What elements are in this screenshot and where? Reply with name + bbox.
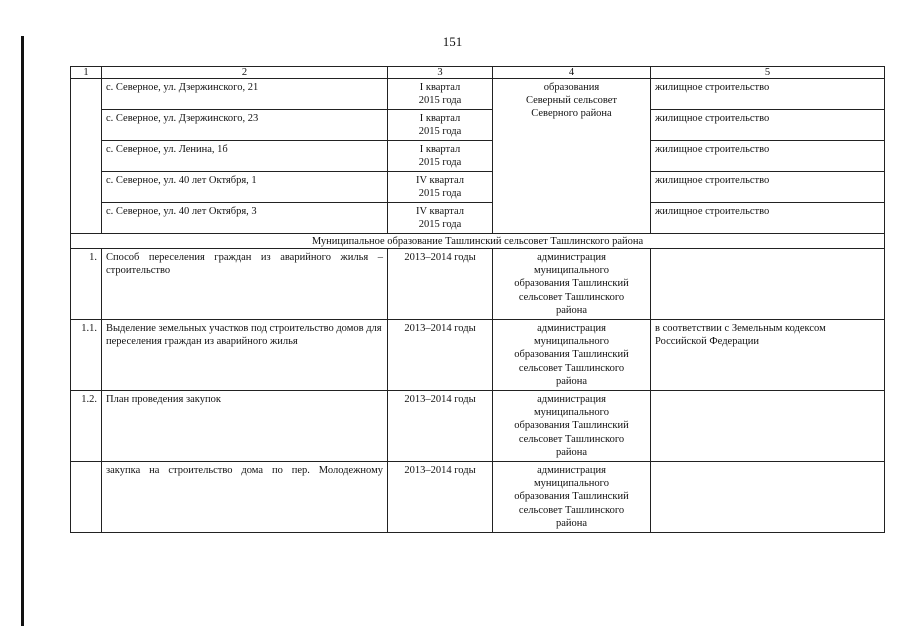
header-cell: 2 [102, 67, 388, 79]
header-cell: 5 [651, 67, 885, 79]
address-cell: с. Северное, ул. Дзержинского, 23 [102, 110, 388, 141]
item-responsible: администрация муниципального образования Ташлинский сельсовет Ташлинского района [493, 462, 651, 533]
item-note [651, 462, 885, 533]
document-table [70, 66, 885, 533]
table-row [71, 320, 885, 391]
table-row [71, 110, 885, 141]
table-row [71, 172, 885, 203]
table-row [71, 391, 885, 462]
item-note: в соответствии с Земельным кодексом Российской Федерации [651, 320, 885, 391]
address-cell: с. Северное, ул. 40 лет Октября, 3 [102, 203, 388, 234]
item-period: 2013–2014 годы [388, 462, 493, 533]
address-cell: с. Северное, ул. Дзержинского, 21 [102, 79, 388, 110]
item-number: 1. [71, 249, 102, 320]
responsible-cell: образования Северный сельсовет Северного района [493, 79, 651, 234]
table-row [71, 462, 885, 533]
period-cell: I квартал 2015 года [388, 79, 493, 110]
item-responsible: администрация муниципального образования Ташлинский сельсовет Ташлинского района [493, 249, 651, 320]
table-header-row [71, 67, 885, 79]
period-cell: IV квартал 2015 года [388, 172, 493, 203]
header-cell: 1 [71, 67, 102, 79]
period-cell: I квартал 2015 года [388, 141, 493, 172]
item-note [651, 249, 885, 320]
item-responsible: администрация муниципального образования Ташлинский сельсовет Ташлинского района [493, 320, 651, 391]
address-cell: с. Северное, ул. 40 лет Октября, 1 [102, 172, 388, 203]
purpose-cell: жилищное строительство [651, 203, 885, 234]
section-title-row [71, 234, 885, 249]
purpose-cell: жилищное строительство [651, 79, 885, 110]
item-text: Способ переселения граждан из аварийного жилья – строительство [102, 249, 388, 320]
item-period: 2013–2014 годы [388, 391, 493, 462]
item-number: 1.1. [71, 320, 102, 391]
item-text: План проведения закупок [102, 391, 388, 462]
table-row [71, 141, 885, 172]
empty-number-cell [71, 79, 102, 234]
period-cell: IV квартал 2015 года [388, 203, 493, 234]
item-note [651, 391, 885, 462]
item-responsible: администрация муниципального образования Ташлинский сельсовет Ташлинского района [493, 391, 651, 462]
page-number: 151 [442, 34, 463, 49]
table-row [71, 203, 885, 234]
header-cell: 3 [388, 67, 493, 79]
section-title: Муниципальное образование Ташлинский сельсовет Ташлинского района [71, 234, 885, 249]
item-number [71, 462, 102, 533]
purpose-cell: жилищное строительство [651, 172, 885, 203]
table-row [71, 249, 885, 320]
item-text: закупка на строительство дома по пер. Молодежному [102, 462, 388, 533]
item-number: 1.2. [71, 391, 102, 462]
item-text: Выделение земельных участков под строительство домов для переселения граждан из аварийного жилья [102, 320, 388, 391]
table-row [71, 79, 885, 110]
address-cell: с. Северное, ул. Ленина, 1б [102, 141, 388, 172]
item-period: 2013–2014 годы [388, 320, 493, 391]
header-cell: 4 [493, 67, 651, 79]
purpose-cell: жилищное строительство [651, 110, 885, 141]
scan-edge-line [21, 36, 24, 626]
period-cell: I квартал 2015 года [388, 110, 493, 141]
purpose-cell: жилищное строительство [651, 141, 885, 172]
item-period: 2013–2014 годы [388, 249, 493, 320]
